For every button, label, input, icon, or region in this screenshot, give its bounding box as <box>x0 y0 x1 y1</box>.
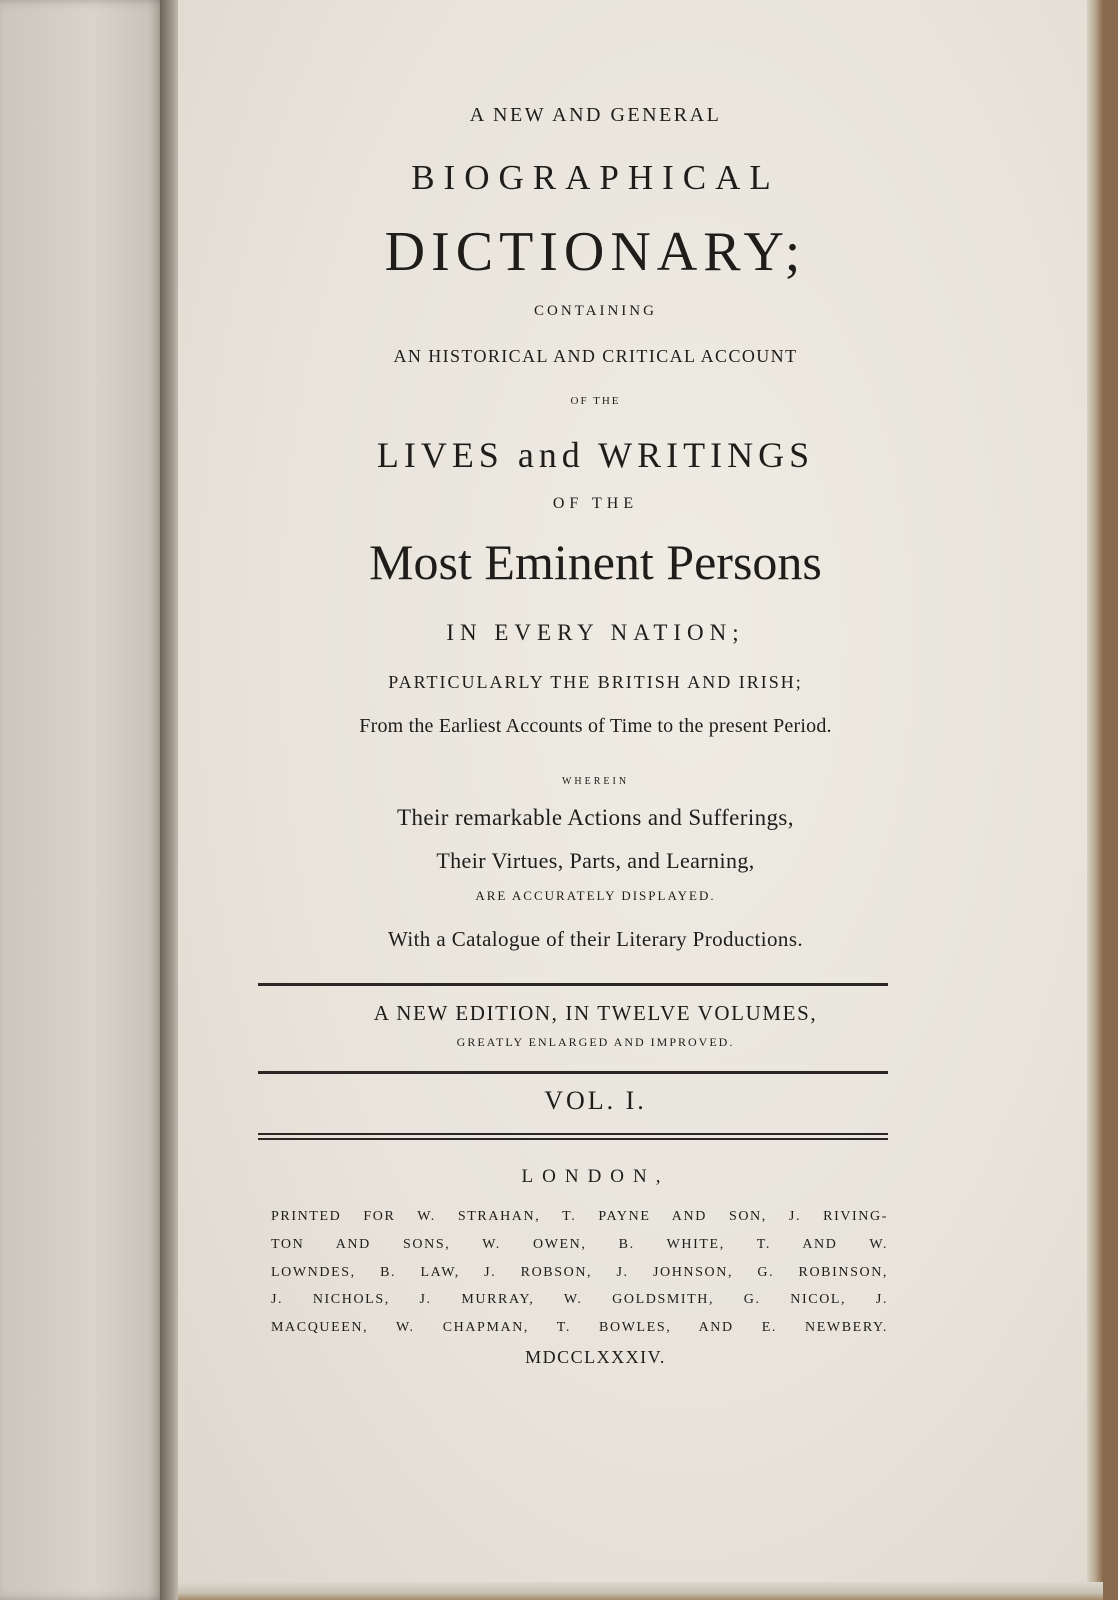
title-line-actions-and-sufferings: Their remarkable Actions and Sufferings, <box>397 805 794 830</box>
title-line-biographical: BIOGRAPHICAL <box>411 158 780 197</box>
page-edge <box>1087 0 1103 1600</box>
imprint-line: LOWNDES, B. LAW, J. ROBSON, J. JOHNSON, G. ROBINSON, <box>271 1265 888 1280</box>
imprint-city: LONDON, <box>521 1166 670 1187</box>
title-line-containing: CONTAINING <box>534 303 657 319</box>
title-line-most-eminent-persons: Most Eminent Persons <box>369 534 822 590</box>
title-line-lives-and-writings: LIVES and WRITINGS <box>376 435 815 475</box>
title-line-new-and-general: A NEW AND GENERAL <box>469 104 722 126</box>
page-bottom-edge <box>178 1582 1103 1600</box>
left-page <box>0 0 168 1600</box>
title-line-of-the-1: OF THE <box>570 395 621 407</box>
title-line-of-the-2: OF THE <box>552 495 639 512</box>
edition-subline: GREATLY ENLARGED AND IMPROVED. <box>456 1035 735 1049</box>
title-line-wherein: WHEREIN <box>561 776 630 787</box>
title-line-historical-account: AN HISTORICAL AND CRITICAL ACCOUNT <box>393 346 798 366</box>
title-page <box>178 0 1103 1600</box>
title-line-earliest-accounts: From the Earliest Accounts of Time to the present Period. <box>359 715 832 737</box>
rule-double <box>258 1133 888 1135</box>
imprint-line: TON AND SONS, W. OWEN, B. WHITE, T. AND W. <box>271 1237 888 1252</box>
rule-top <box>258 983 888 986</box>
title-line-in-every-nation: IN EVERY NATION; <box>446 620 745 645</box>
imprint-line: PRINTED FOR W. STRAHAN, T. PAYNE AND SON, J. RIVING- <box>271 1209 888 1224</box>
imprint-line: MACQUEEN, W. CHAPMAN, T. BOWLES, AND E. NEWBERY. <box>271 1320 888 1335</box>
imprint-line: J. NICHOLS, J. MURRAY, W. GOLDSMITH, G. NICOL, J. <box>271 1292 888 1307</box>
title-line-british-and-irish: PARTICULARLY THE BRITISH AND IRISH; <box>388 672 803 692</box>
title-line-accurately-displayed: ARE ACCURATELY DISPLAYED. <box>475 888 716 903</box>
title-line-dictionary: DICTIONARY; <box>384 221 807 283</box>
rule-middle <box>258 1071 888 1074</box>
volume-number: VOL. I. <box>544 1086 647 1115</box>
imprint-date: MDCCLXXXIV. <box>525 1347 666 1367</box>
title-line-virtues-parts-learning: Their Virtues, Parts, and Learning, <box>436 848 755 873</box>
title-line-catalogue: With a Catalogue of their Literary Productions. <box>387 927 804 951</box>
edition-line: A NEW EDITION, IN TWELVE VOLUMES, <box>373 1001 818 1025</box>
